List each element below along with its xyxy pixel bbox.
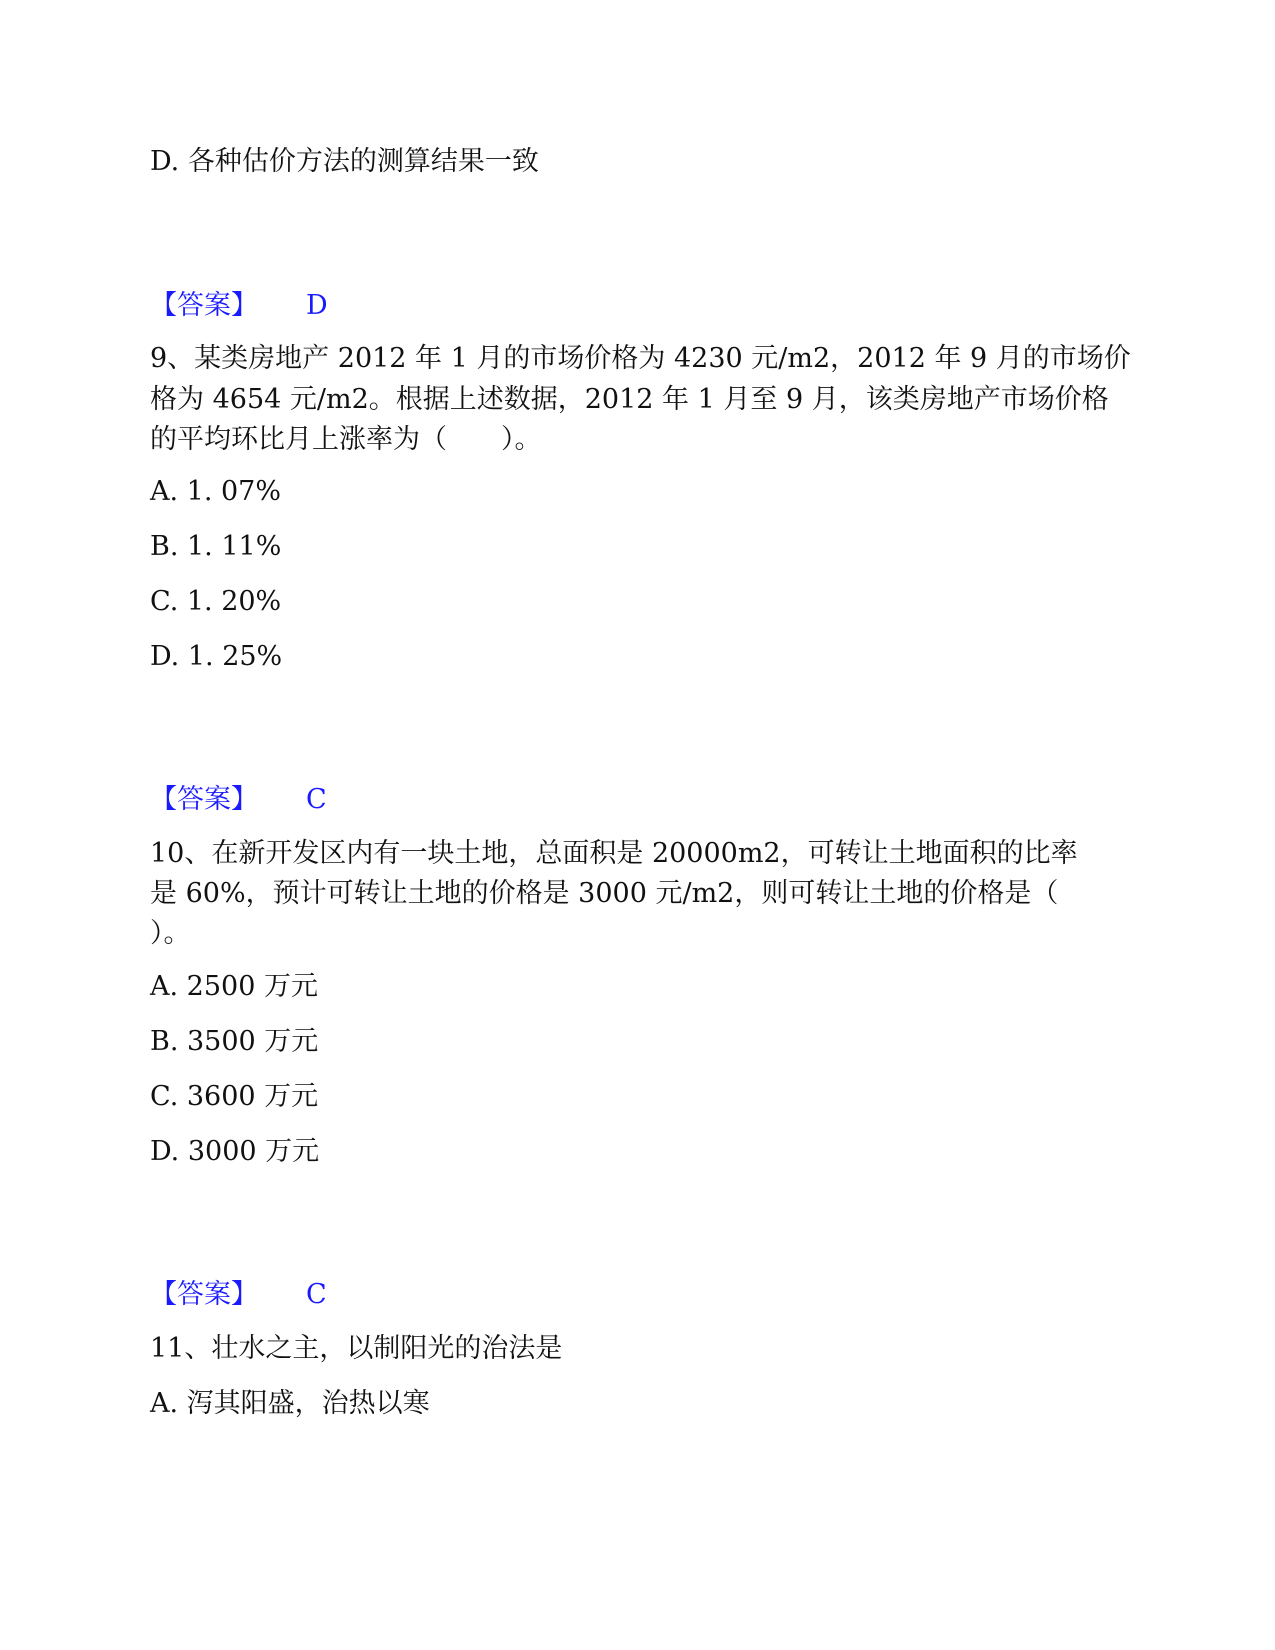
q10-option-d: D. 3000 万元 xyxy=(150,1136,320,1167)
q10-stem-line-2: 是 60%，预计可转让土地的价格是 3000 元/m2，则可转让土地的价格是（ xyxy=(150,878,1059,909)
answer-label: 【答案】 xyxy=(150,290,258,321)
q9-option-d: D. 1. 25% xyxy=(150,641,283,672)
q9-stem-line-3: 的平均环比月上涨率为（ ）。 xyxy=(150,424,542,455)
q9-option-a: A. 1. 07% xyxy=(150,476,282,507)
q10-option-c: C. 3600 万元 xyxy=(150,1081,319,1112)
q9-option-b: B. 1. 11% xyxy=(150,531,282,562)
q11-stem: 11、壮水之主，以制阳光的治法是 xyxy=(150,1333,563,1364)
answer-block-q10 xyxy=(150,1278,327,1312)
q9-stem-line-2: 格为 4654 元/m2。根据上述数据，2012 年 1 月至 9 月，该类房地产市场价格 xyxy=(150,384,1109,415)
answer-block-q8 xyxy=(150,289,328,323)
answer-label: 【答案】 xyxy=(150,784,258,815)
q10-stem-line-3: ）。 xyxy=(150,918,191,949)
answer-value: D xyxy=(306,290,328,321)
answer-value: C xyxy=(306,1279,327,1310)
answer-value: C xyxy=(306,784,327,815)
q9-stem-line-1: 9、某类房地产 2012 年 1 月的市场价格为 4230 元/m2，2012 年 9 月的市场价 xyxy=(150,343,1131,374)
answer-label: 【答案】 xyxy=(150,1279,258,1310)
q10-option-a: A. 2500 万元 xyxy=(150,971,318,1002)
q11-option-a: A. 泻其阳盛，治热以寒 xyxy=(150,1388,430,1419)
prev-option-d: D. 各种估价方法的测算结果一致 xyxy=(150,146,539,177)
answer-block-q9 xyxy=(150,783,327,817)
q10-option-b: B. 3500 万元 xyxy=(150,1026,319,1057)
q10-stem-line-1: 10、在新开发区内有一块土地，总面积是 20000m2，可转让土地面积的比率 xyxy=(150,838,1078,869)
q9-option-c: C. 1. 20% xyxy=(150,586,282,617)
